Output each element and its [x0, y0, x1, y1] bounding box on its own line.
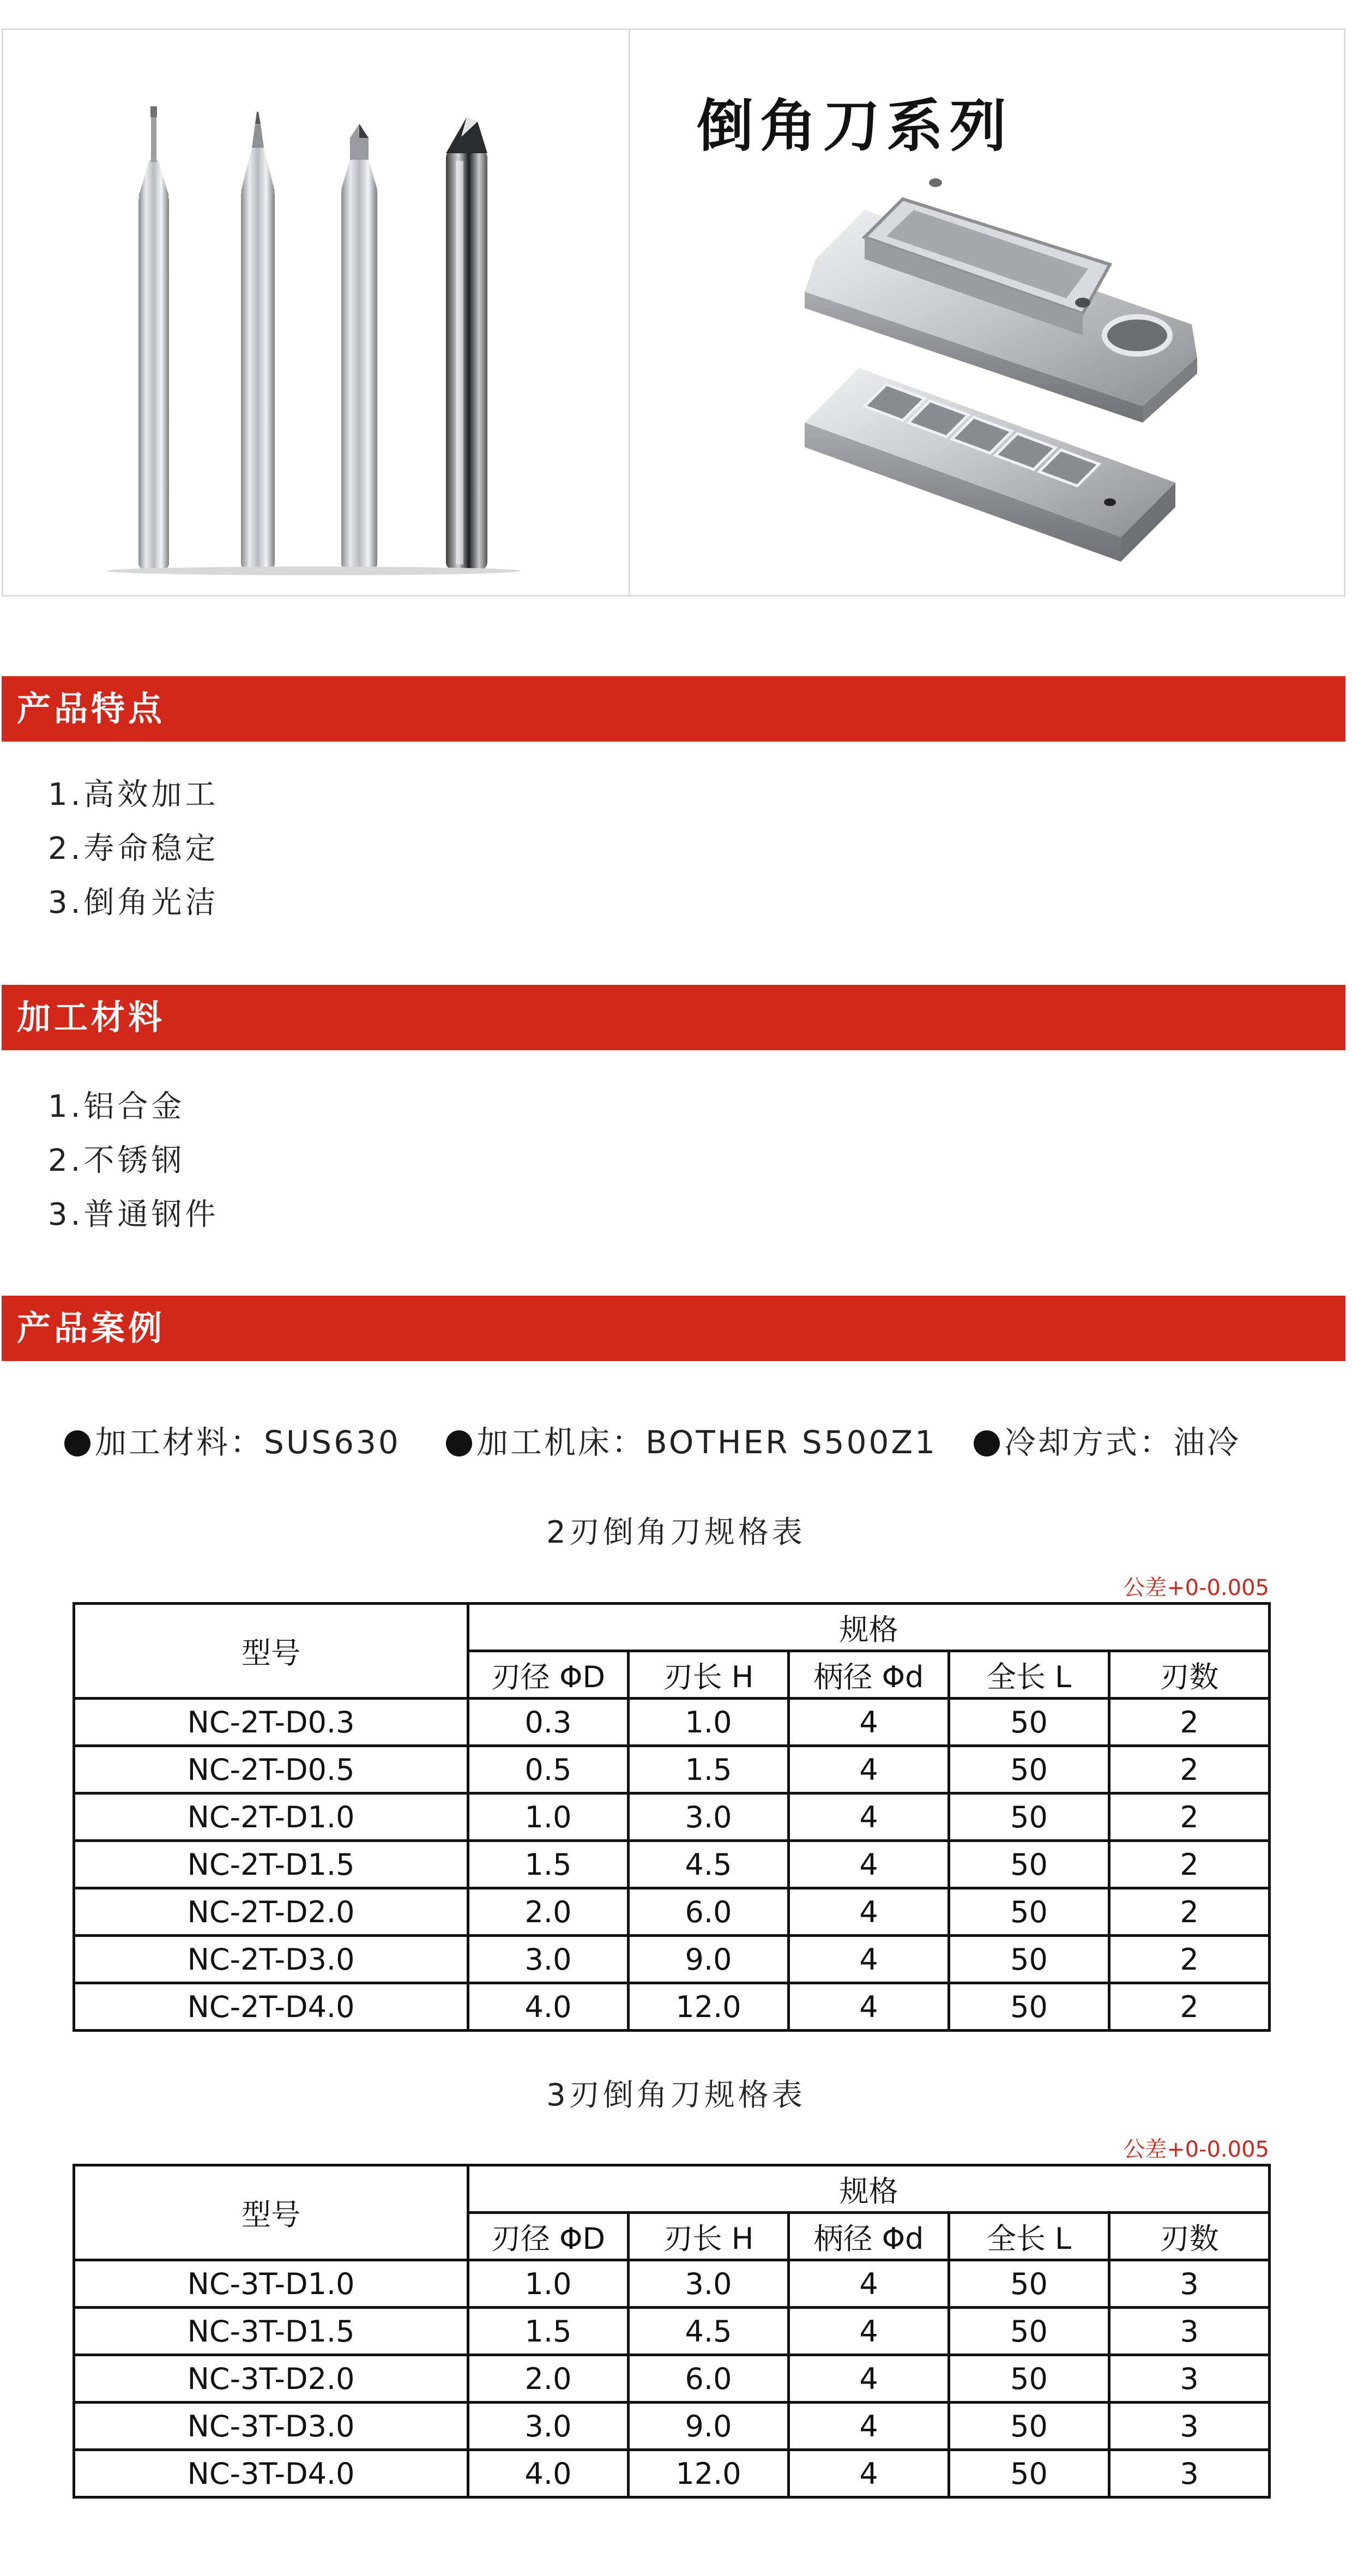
header-col: 刃径 ΦD: [468, 2213, 629, 2260]
materials-list: [48, 1080, 219, 1242]
spec-cell: 2: [1109, 1841, 1270, 1888]
table-row: [74, 1746, 1270, 1793]
section-bar-materials: 加工材料: [2, 985, 1345, 1050]
spec-cell: 0.3: [468, 1699, 629, 1746]
spec-cell: 9.0: [629, 1936, 789, 1983]
condition-machine: 加工机床：BOTHER S500Z1: [446, 1418, 937, 1467]
spec-cell: 4: [789, 2355, 949, 2403]
table-header-row: [74, 1604, 1270, 1651]
material-item: 3.普通钢件: [48, 1197, 219, 1232]
tool-1: [138, 106, 169, 570]
feature-item: 2.寿命稳定: [48, 831, 219, 866]
spec-cell: 50: [949, 1841, 1109, 1888]
table-row: [74, 2450, 1270, 2497]
spec-cell: 4.0: [468, 1983, 629, 2031]
table-row: [74, 1983, 1270, 2031]
header-col: 刃长 H: [629, 1651, 789, 1699]
spec-cell: 50: [949, 2308, 1109, 2355]
model-cell: NC-2T-D0.5: [74, 1746, 468, 1793]
spec-cell: 4: [789, 1888, 949, 1936]
case-conditions: [64, 1418, 1318, 1467]
spec-cell: 4: [789, 1699, 949, 1746]
spec-cell: 2: [1109, 1936, 1270, 1983]
spec-cell: 3.0: [629, 2260, 789, 2308]
spec-cell: 4: [789, 1841, 949, 1888]
spec-cell: 1.5: [629, 1746, 789, 1793]
table-row: [74, 2260, 1270, 2308]
header-col: 柄径 Φd: [789, 2213, 949, 2260]
spec-cell: 2: [1109, 1746, 1270, 1793]
spec-cell: 3.0: [468, 2403, 629, 2450]
model-cell: NC-3T-D4.0: [74, 2450, 468, 2497]
table-row: [74, 1793, 1270, 1841]
chamfer-tools-image: [3, 30, 627, 595]
table-3t-title: 3刃倒角刀规格表: [546, 2078, 806, 2113]
model-cell: NC-3T-D1.5: [74, 2308, 468, 2355]
spec-cell: 4: [789, 2260, 949, 2308]
spec-cell: 6.0: [629, 2355, 789, 2403]
table-row: [74, 1888, 1270, 1936]
spec-cell: 3: [1109, 2355, 1270, 2403]
header-spec: 规格: [468, 1604, 1270, 1651]
spec-cell: 50: [949, 2260, 1109, 2308]
model-cell: NC-2T-D2.0: [74, 1888, 468, 1936]
spec-cell: 2: [1109, 1888, 1270, 1936]
spec-cell: 4: [789, 1793, 949, 1841]
condition-cooling: 冷却方式：油冷: [974, 1418, 1241, 1467]
parts-image-panel: [630, 30, 1344, 595]
table-3t-tolerance: 公差+0-0.005: [1123, 2137, 1269, 2162]
spec-cell: 4.0: [468, 2450, 629, 2497]
spec-cell: 6.0: [629, 1888, 789, 1936]
spec-cell: 12.0: [629, 1983, 789, 2031]
tools-image-panel: [3, 30, 630, 595]
hero-panel: [2, 28, 1345, 597]
header-col: 刃长 H: [629, 2213, 789, 2260]
spec-cell: 9.0: [629, 2403, 789, 2450]
spec-cell: 3: [1109, 2450, 1270, 2497]
spec-cell: 50: [949, 1793, 1109, 1841]
model-cell: NC-2T-D1.0: [74, 1793, 468, 1841]
spec-cell: 1.5: [468, 1841, 629, 1888]
spec-cell: 50: [949, 2403, 1109, 2450]
spec-cell: 2: [1109, 1699, 1270, 1746]
header-model: 型号: [74, 1604, 468, 1699]
spec-cell: 2.0: [468, 2355, 629, 2403]
model-cell: NC-2T-D4.0: [74, 1983, 468, 2031]
spec-cell: 1.0: [468, 2260, 629, 2308]
model-cell: NC-2T-D3.0: [74, 1936, 468, 1983]
header-col: 刃数: [1109, 2213, 1270, 2260]
model-cell: NC-2T-D1.5: [74, 1841, 468, 1888]
spec-cell: 0.5: [468, 1746, 629, 1793]
spec-cell: 4: [789, 2308, 949, 2355]
table-2t-tolerance: 公差+0-0.005: [1123, 1575, 1269, 1600]
machined-parts-image: [630, 30, 1345, 595]
spec-table-2t: [73, 1602, 1271, 2032]
section-bar-cases: 产品案例: [2, 1296, 1345, 1361]
header-spec: 规格: [468, 2165, 1270, 2213]
header-col: 柄径 Φd: [789, 1651, 949, 1699]
spec-cell: 4: [789, 1983, 949, 2031]
spec-cell: 50: [949, 1983, 1109, 2031]
feature-item: 1.高效加工: [48, 777, 219, 812]
table-row: [74, 1936, 1270, 1983]
spec-cell: 50: [949, 2450, 1109, 2497]
spec-cell: 50: [949, 1699, 1109, 1746]
header-col: 刃数: [1109, 1651, 1270, 1699]
page-title: 倒角刀系列: [697, 93, 1013, 159]
table-row: [74, 2308, 1270, 2355]
table-row: [74, 1699, 1270, 1746]
spec-cell: 4: [789, 1746, 949, 1793]
tool-4: [446, 117, 487, 570]
model-cell: NC-3T-D1.0: [74, 2260, 468, 2308]
tool-2: [241, 112, 275, 570]
spec-cell: 3: [1109, 2260, 1270, 2308]
spec-cell: 1.0: [629, 1699, 789, 1746]
table-row: [74, 2355, 1270, 2403]
spec-cell: 3.0: [629, 1793, 789, 1841]
spec-cell: 1.5: [468, 2308, 629, 2355]
spec-cell: 4: [789, 2450, 949, 2497]
features-list: [48, 768, 219, 930]
model-cell: NC-3T-D2.0: [74, 2355, 468, 2403]
spec-cell: 3: [1109, 2308, 1270, 2355]
bullet-icon: [64, 1430, 90, 1456]
spec-cell: 3.0: [468, 1936, 629, 1983]
table-row: [74, 1841, 1270, 1888]
table-2t-title: 2刃倒角刀规格表: [546, 1515, 806, 1550]
bullet-icon: [974, 1430, 1000, 1456]
model-cell: NC-2T-D0.3: [74, 1699, 468, 1746]
header-model: 型号: [74, 2165, 468, 2260]
condition-material: 加工材料：SUS630: [64, 1418, 401, 1467]
feature-item: 3.倒角光洁: [48, 885, 219, 920]
spec-cell: 3: [1109, 2403, 1270, 2450]
spec-cell: 50: [949, 1888, 1109, 1936]
spec-cell: 4.5: [629, 1841, 789, 1888]
table-row: [74, 2403, 1270, 2450]
spec-cell: 4.5: [629, 2308, 789, 2355]
bullet-icon: [446, 1430, 472, 1456]
spec-cell: 4: [789, 1936, 949, 1983]
spec-cell: 4: [789, 2403, 949, 2450]
header-col: 全长 L: [949, 2213, 1109, 2260]
material-item: 1.铝合金: [48, 1089, 185, 1124]
tool-3: [341, 124, 377, 570]
header-col: 全长 L: [949, 1651, 1109, 1699]
header-col: 刃径 ΦD: [468, 1651, 629, 1699]
spec-cell: 2: [1109, 1983, 1270, 2031]
table-header-row: [74, 2165, 1270, 2213]
spec-cell: 50: [949, 1936, 1109, 1983]
spec-cell: 2: [1109, 1793, 1270, 1841]
model-cell: NC-3T-D3.0: [74, 2403, 468, 2450]
spec-cell: 12.0: [629, 2450, 789, 2497]
spec-cell: 50: [949, 1746, 1109, 1793]
spec-cell: 1.0: [468, 1793, 629, 1841]
spec-cell: 2.0: [468, 1888, 629, 1936]
spec-cell: 50: [949, 2355, 1109, 2403]
section-bar-features: 产品特点: [2, 676, 1345, 742]
spec-table-3t: [73, 2164, 1271, 2499]
material-item: 2.不锈钢: [48, 1143, 185, 1178]
